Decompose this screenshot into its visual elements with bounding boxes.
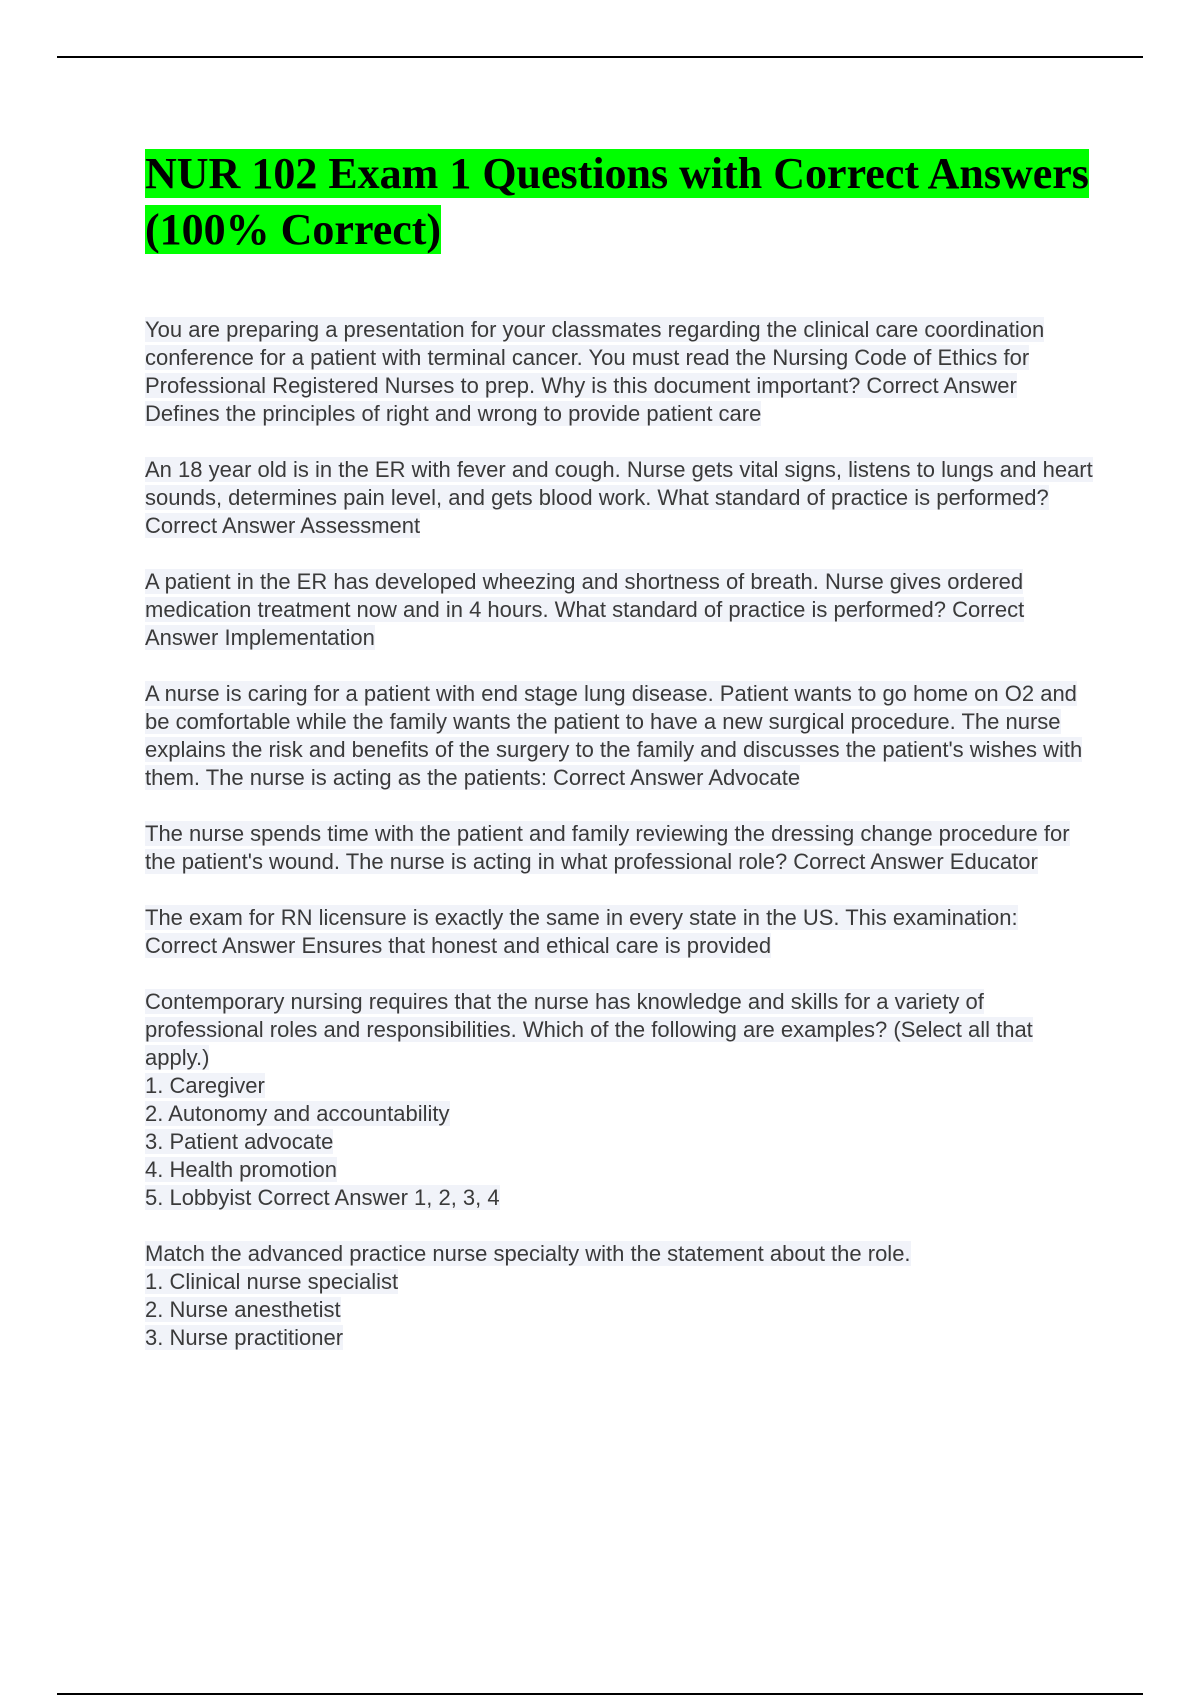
question-1-text: You are preparing a presentation for your classmates regarding the clinical care coordination conference for a patient with terminal cancer. You must read the Nursing Code of Ethics for Professional Registered Nurses to prep. Why is this document important? Correct Answer Defines the principles of right and wrong to provide patient care <box>145 317 1045 426</box>
question-6 <box>145 904 1095 960</box>
question-7 <box>145 988 1095 1212</box>
question-7-text: Contemporary nursing requires that the nurse has knowledge and skills for a variety of professional roles and responsibilities. Which of the following are examples? (Select all that apply.) 1. Caregiver 2. Autonomy and accountability 3. Patient advocate 4. Health promotion 5. Lobbyist Correct Answer 1, 2, 3, 4 <box>145 989 1033 1210</box>
question-5 <box>145 820 1095 876</box>
question-1 <box>145 316 1095 428</box>
question-3 <box>145 568 1095 652</box>
question-3-text: A patient in the ER has developed wheezing and shortness of breath. Nurse gives ordered medication treatment now and in 4 hours. What standard of practice is performed? Correct Answer Implementation <box>145 569 1025 650</box>
question-4 <box>145 680 1095 792</box>
question-4-text: A nurse is caring for a patient with end stage lung disease. Patient wants to go home on O2 and be comfortable while the family wants the patient to have a new surgical procedure. The nurse explains the risk and benefits of the surgery to the family and discusses the patient's wishes with them. The nurse is acting as the patients: Correct Answer Advocate <box>145 681 1083 790</box>
document-body <box>145 146 1095 1380</box>
question-8 <box>145 1240 1095 1352</box>
bottom-rule <box>57 1693 1143 1695</box>
question-6-text: The exam for RN licensure is exactly the same in every state in the US. This examination: Correct Answer Ensures that honest and ethical care is provided <box>145 905 1018 958</box>
document-title-text: NUR 102 Exam 1 Questions with Correct Answers (100% Correct) <box>145 149 1089 254</box>
top-rule <box>57 56 1143 58</box>
question-2 <box>145 456 1095 540</box>
question-5-text: The nurse spends time with the patient and family reviewing the dressing change procedure for the patient's wound. The nurse is acting in what professional role? Correct Answer Educator <box>145 821 1070 874</box>
document-title <box>145 146 1095 258</box>
question-8-text: Match the advanced practice nurse specialty with the statement about the role. 1. Clinical nurse specialist 2. Nurse anesthetist 3. Nurse practitioner <box>145 1241 911 1350</box>
question-2-text: An 18 year old is in the ER with fever and cough. Nurse gets vital signs, listens to lungs and heart sounds, determines pain level, and gets blood work. What standard of practice is performed? Correct Answer Assessment <box>145 457 1093 538</box>
